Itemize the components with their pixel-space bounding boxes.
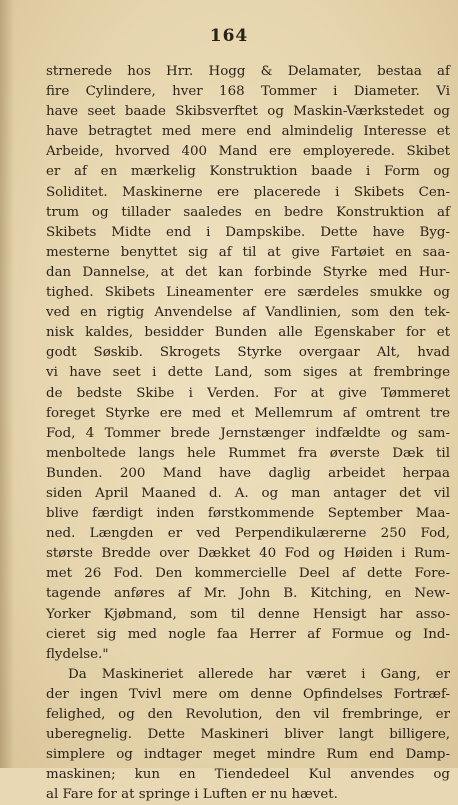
text-line: siden April Maaned d. A. og man antager det vil — [46, 485, 450, 501]
text-line: trum og tillader saaledes en bedre Konstruktion af — [46, 204, 450, 220]
text-line: tagende anføres af Mr. John B. Kitching, en New- — [46, 586, 450, 602]
text-line: dan Dannelse, at det kan forbinde Styrke med Hur- — [46, 264, 450, 280]
text-line: Da Maskineriet allerede har været i Gang, er — [68, 666, 450, 682]
text-line: tighed. Skibets Lineamenter ere særdeles smukke og — [46, 285, 450, 301]
text-line: strnerede hos Hrr. Hogg & Delamater, bestaa af — [46, 64, 450, 79]
text-line: felighed, og den Revolution, den vil frembringe, er — [46, 707, 450, 722]
text-line: er af en mærkelig Konstruktion baade i Form og — [46, 164, 450, 180]
text-line: vi have seet i dette Land, som siges at frembringe — [46, 365, 450, 381]
text-line: ned. Længden er ved Perpendikulærerne 250 Fod, — [46, 526, 450, 542]
text-line: største Bredde over Dækket 40 Fod og Høiden i Rum- — [46, 546, 450, 562]
text-line: Arbeide, hvorved 400 Mand ere employerede. Skibet — [46, 144, 450, 160]
text-line: Bunden. 200 Mand have daglig arbeidet herpaa — [46, 465, 450, 481]
text-line: simplere og indtager meget mindre Rum end Damp- — [46, 747, 450, 763]
text-line: mesterne benyttet sig af til at give Fartøiet en saa- — [46, 244, 450, 260]
binding-shadow — [0, 0, 14, 768]
text-line: fire Cylindere, hver 168 Tommer i Diameter. Vi — [46, 84, 450, 100]
text-line: flydelse." — [46, 646, 109, 662]
text-line: uberegnelig. Dette Maskineri bliver langt billigere, — [46, 727, 450, 743]
text-line: foreget Styrke ere med et Mellemrum af omtrent tre — [46, 405, 450, 421]
text-line: have betragtet med mere end almindelig Interesse et — [46, 124, 450, 140]
text-line: menboltede langs hele Rummet fra øverste Dæk til — [46, 445, 450, 461]
text-line: have seet baade Skibsverftet og Maskin-Værkstedet og — [46, 104, 450, 120]
text-line: ved en rigtig Anvendelse af Vandlinien, som den tek- — [46, 305, 450, 321]
text-line: de bedste Skibe i Verden. For at give Tømmeret — [46, 385, 450, 401]
text-line: Skibets Midte end i Dampskibe. Dette have Byg- — [46, 224, 450, 240]
text-line: der ingen Tvivl mere om denne Opfindelses Fortræf- — [46, 686, 450, 702]
text-line: al Fare for at springe i Luften er nu hævet. — [46, 787, 338, 803]
text-line: Fod, 4 Tommer brede Jernstænger indfældte og sam- — [46, 425, 450, 441]
text-line: maskinen; kun en Tiendedeel Kul anvendes og — [46, 767, 450, 783]
page-number: 164 — [209, 26, 249, 46]
text-line: met 26 Fod. Den kommercielle Deel af dette Fore- — [46, 566, 450, 582]
text-line: Yorker Kjøbmand, som til denne Hensigt har asso- — [46, 606, 450, 622]
text-line: cieret sig med nogle faa Herrer af Formue og Ind- — [46, 626, 450, 642]
text-line: blive færdigt inden førstkommende September Maa- — [46, 506, 450, 522]
body-text — [46, 62, 450, 805]
text-line: nisk kaldes, besidder Bunden alle Egenskaber for et — [46, 325, 450, 341]
text-line: Soliditet. Maskinerne ere placerede i Skibets Cen- — [46, 184, 450, 200]
text-line: godt Søskib. Skrogets Styrke overgaar Alt, hvad — [46, 345, 450, 361]
